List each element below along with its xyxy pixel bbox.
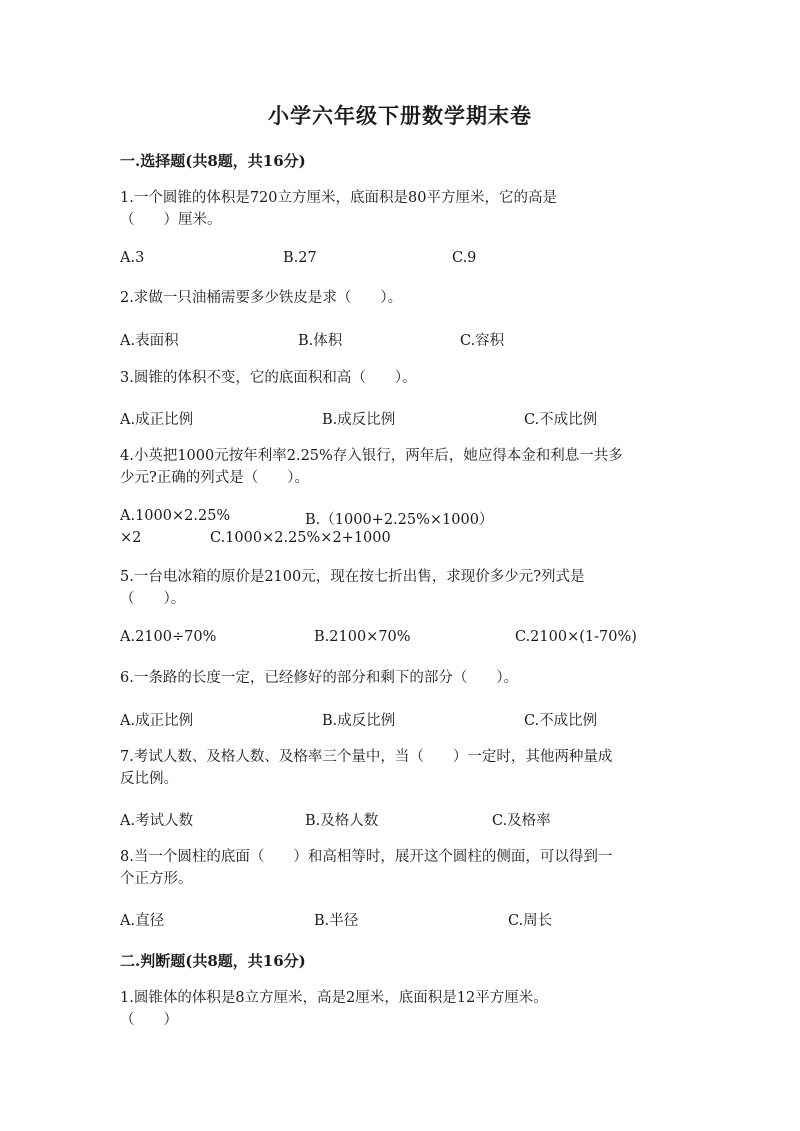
tf-question-1 xyxy=(120,987,680,1031)
option-a: A.直径 xyxy=(120,913,165,929)
question-text: 4.小英把1000元按年利率2.25%存入银行，两年后，她应得本金和利息一共多 xyxy=(120,448,623,464)
question-6 xyxy=(120,667,680,689)
page-title: 小学六年级下册数学期末卷 xyxy=(268,103,532,128)
question-5 xyxy=(120,566,680,610)
option-a: A.3 xyxy=(120,250,145,266)
option-a: A.成正比例 xyxy=(120,713,194,729)
option-a: A.成正比例 xyxy=(120,412,194,428)
question-8 xyxy=(120,846,680,890)
option-b: B.体积 xyxy=(298,333,343,349)
option-a: A.2100÷70% xyxy=(120,629,217,645)
option-b: B.半径 xyxy=(314,913,359,929)
option-a: A.1000×2.25% xyxy=(120,508,231,524)
option-b-cont: ×2 xyxy=(120,530,142,546)
option-b: B.及格人数 xyxy=(305,813,379,829)
option-b: B.2100×70% xyxy=(314,629,411,645)
question-text: 6.一条路的长度一定，已经修好的部分和剩下的部分（ ）。 xyxy=(120,670,519,686)
question-text: 3.圆锥的体积不变，它的底面积和高（ ）。 xyxy=(120,370,417,386)
option-b: B.成反比例 xyxy=(322,412,396,428)
question-4 xyxy=(120,445,680,489)
question-2 xyxy=(120,287,680,309)
option-c: C.及格率 xyxy=(492,813,551,829)
option-c: C.容积 xyxy=(460,333,505,349)
option-a: A.表面积 xyxy=(120,333,179,349)
option-c: C.周长 xyxy=(508,913,553,929)
question-text: 7.考试人数、及格人数、及格率三个量中，当（ ）一定时，其他两种量成 xyxy=(120,749,613,765)
question-text-cont: 个正方形。 xyxy=(120,871,193,887)
question-text: 1.圆锥体的体积是8立方厘米，高是2厘米，底面积是12平方厘米。 xyxy=(120,990,548,1006)
option-c: C.2100×(1-70%) xyxy=(515,629,637,645)
question-text-cont: 少元?正确的列式是（ ）。 xyxy=(120,470,310,486)
question-text: 8.当一个圆柱的底面（ ）和高相等时，展开这个圆柱的侧面，可以得到一 xyxy=(120,849,613,865)
question-text: 2.求做一只油桶需要多少铁皮是求（ ）。 xyxy=(120,290,403,306)
question-text-cont: （ ）。 xyxy=(120,591,186,607)
option-b: B.27 xyxy=(283,250,317,266)
question-text-cont: （ ） xyxy=(120,1012,178,1028)
question-text: 1.一个圆锥的体积是720立方厘米，底面积是80平方厘米，它的高是 xyxy=(120,190,557,206)
question-text: 5.一台电冰箱的原价是2100元，现在按七折出售，求现价多少元?列式是 xyxy=(120,569,585,585)
option-b: B.成反比例 xyxy=(322,713,396,729)
question-7 xyxy=(120,746,680,790)
question-text-cont: （ ）厘米。 xyxy=(120,212,222,228)
option-c: C.不成比例 xyxy=(524,412,598,428)
section-header-choice: 一.选择题(共8题，共16分) xyxy=(120,152,306,170)
option-c: C.不成比例 xyxy=(524,713,598,729)
section-header-true-false: 二.判断题(共8题，共16分) xyxy=(120,952,306,970)
option-a: A.考试人数 xyxy=(120,813,194,829)
question-3 xyxy=(120,367,680,389)
question-1 xyxy=(120,187,680,231)
option-b: B.（1000+2.25%×1000） xyxy=(305,512,494,528)
question-text-cont: 反比例。 xyxy=(120,771,178,787)
option-c: C.9 xyxy=(452,250,477,266)
option-c: C.1000×2.25%×2+1000 xyxy=(210,530,391,546)
